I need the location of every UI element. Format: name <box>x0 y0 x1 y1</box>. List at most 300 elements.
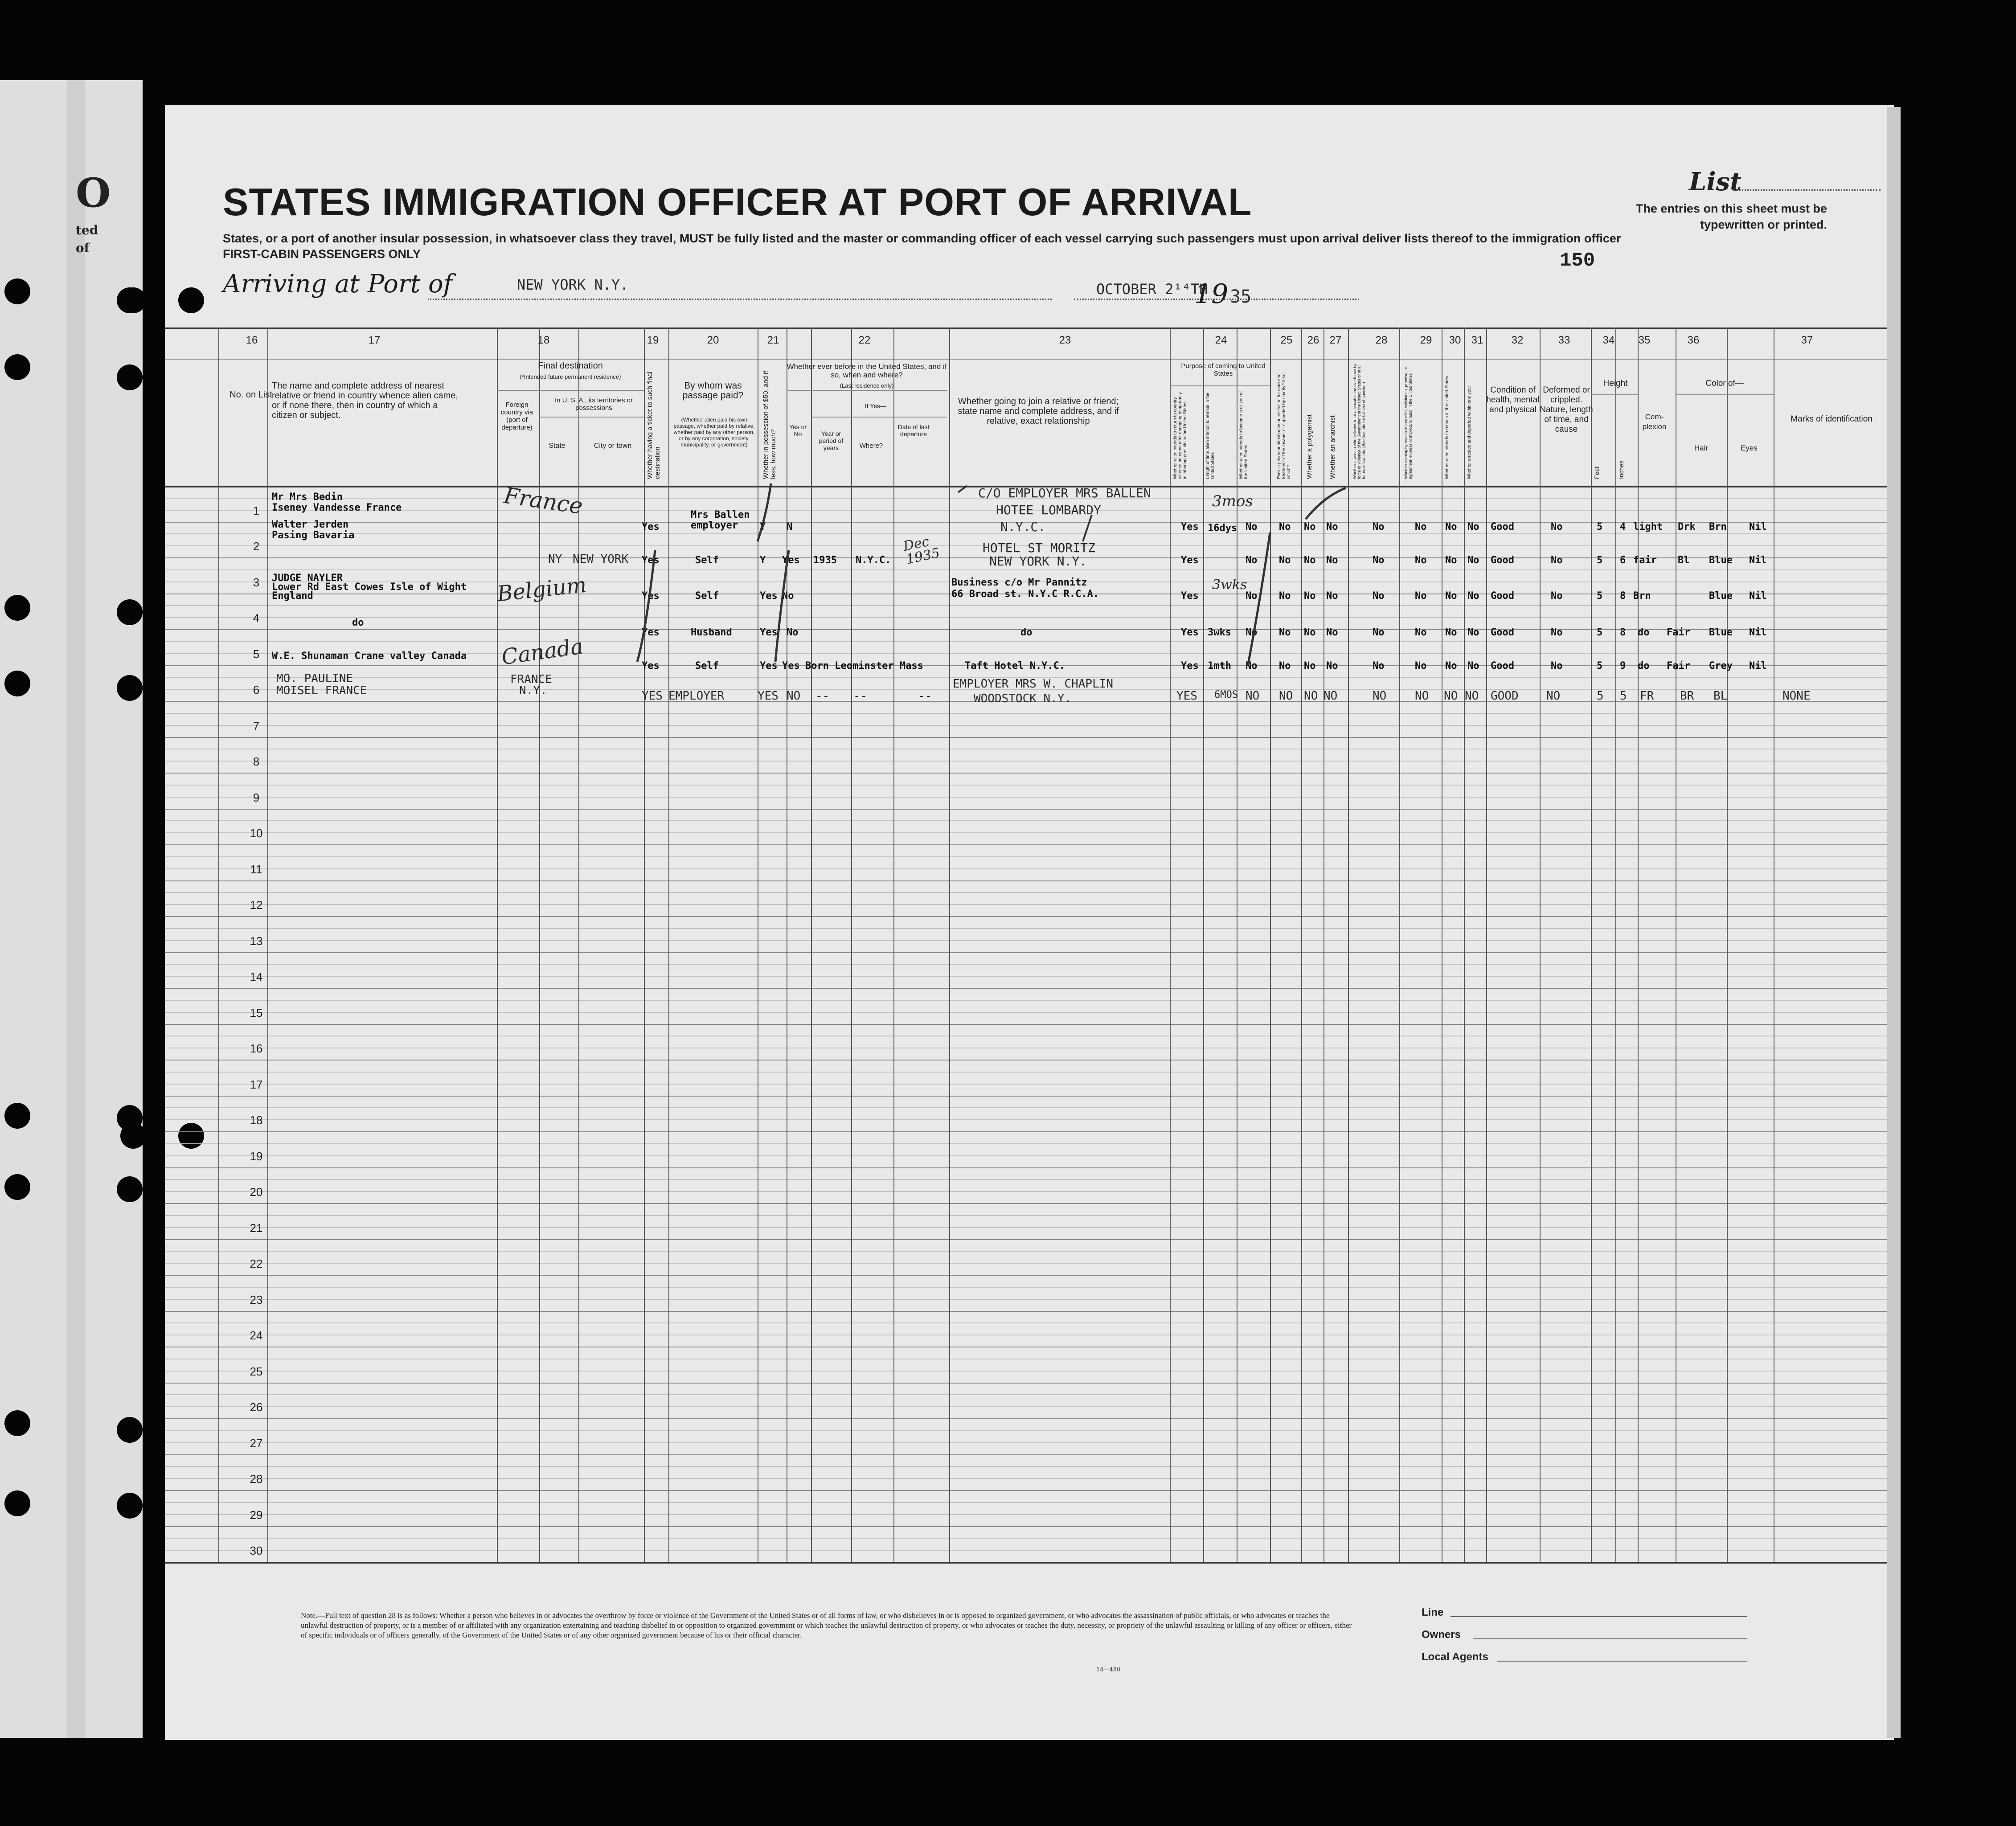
col-num-29: 29 <box>1420 334 1432 346</box>
row1-foreign-country: France <box>502 482 585 520</box>
header-no-on-list: No. on List <box>229 390 272 400</box>
header-ever-before-note: (Last residence only) <box>840 382 894 389</box>
row5-possession: Yes <box>760 660 778 671</box>
row6-where: -- <box>853 689 868 703</box>
row5-passage: Self <box>695 660 719 671</box>
row-number: 9 <box>253 790 260 804</box>
punch-hole <box>117 1417 143 1443</box>
row-number: 4 <box>253 611 260 625</box>
row-subrule <box>165 1322 1894 1323</box>
header-purpose-a: Whether alien intends to return to country whence he came after engaging temporarily in laboring pursuits in the United States <box>1173 392 1188 479</box>
header-marks: Marks of identification <box>1791 414 1873 424</box>
col-num-27: 27 <box>1329 334 1342 346</box>
form-number: 14—480 <box>1096 1666 1121 1673</box>
row4-passage: Husband <box>691 627 732 638</box>
header-in-usa: In U. S. A., its territories or possessions <box>554 397 633 412</box>
row3-relative-line3: England <box>272 590 313 602</box>
row6-purpose-c: NO <box>1246 689 1260 703</box>
header-polygamist: Whether a polygamist <box>1306 414 1313 479</box>
row-subrule <box>165 856 1894 857</box>
row-rule <box>165 1275 1894 1276</box>
row6-year: -- <box>815 689 830 703</box>
row3-ticket: Yes <box>642 590 660 602</box>
row-number: 28 <box>250 1472 263 1486</box>
punch-hole <box>4 1410 30 1436</box>
row-subrule <box>165 1287 1894 1288</box>
row-number: 30 <box>250 1544 263 1557</box>
row3-relative-line2: Lower Rd East Cowes Isle of Wight <box>272 581 467 593</box>
row2-departure: Dec 1935 <box>901 533 942 568</box>
col-num-26: 26 <box>1307 334 1319 346</box>
row1-marks: Nil <box>1749 521 1767 532</box>
header-q29: Whether coming by reason of any offer, solicitation, promise, or agreement, express or implied, to labor in the United States <box>1404 367 1413 479</box>
row5-health: Good <box>1491 660 1514 671</box>
row2-q28: No <box>1373 555 1385 566</box>
row-subrule <box>165 1430 1894 1431</box>
row6-possession: YES <box>758 689 779 703</box>
row-number: 29 <box>250 1508 263 1522</box>
row2-relative-line2: Pasing Bavaria <box>272 530 355 541</box>
row-subrule <box>165 1119 1894 1120</box>
row-number: 24 <box>250 1329 263 1342</box>
row1-purpose-c: No <box>1246 521 1258 532</box>
row1-eyes: Brn <box>1709 521 1727 532</box>
row-rule <box>165 880 1894 881</box>
row1-deformed: No <box>1551 521 1563 532</box>
header-inches: Inches <box>1618 460 1625 479</box>
row3-health: Good <box>1491 590 1514 602</box>
row-rule <box>165 809 1894 810</box>
row3-q29: No <box>1415 590 1427 602</box>
row6-purpose-b: 6MOS <box>1214 689 1238 700</box>
row5-year: Born Leominster Mass <box>805 660 923 671</box>
check-mark <box>637 550 655 662</box>
row2-year: 1935 <box>813 555 837 566</box>
header-year-period: Year or period of years <box>819 430 844 451</box>
row5-foreign-country: Canada <box>500 634 585 670</box>
row6-state: N.Y. <box>519 684 547 697</box>
row-subrule <box>165 868 1894 869</box>
header-ticket: Whether having a ticket to such final destination <box>646 372 661 479</box>
header-condition: Condition of health, mental and physical <box>1486 385 1540 414</box>
col-num-37: 37 <box>1801 334 1813 346</box>
punch-hole <box>117 364 143 390</box>
row1-joining-line1: C/O EMPLOYER MRS BALLEN <box>978 486 1151 500</box>
row6-purpose-a: YES <box>1176 689 1197 703</box>
row4-joining: do <box>1020 627 1033 638</box>
row4-q28: No <box>1373 627 1385 638</box>
page-right-edge <box>1887 107 1901 1738</box>
row-subrule <box>165 1084 1894 1085</box>
row1-inches: 4 <box>1620 521 1626 532</box>
row5-q28: No <box>1373 660 1385 671</box>
row-subrule <box>165 940 1894 941</box>
row-rule <box>165 1383 1894 1384</box>
row-subrule <box>165 1502 1894 1503</box>
row-number: 22 <box>250 1257 263 1270</box>
row3-inches: 8 <box>1620 590 1626 602</box>
header-purpose-b: Length of time alien intends to remain in the United States <box>1205 392 1215 479</box>
row-subrule <box>165 904 1894 905</box>
row6-ever: NO <box>787 689 801 703</box>
row1-anarchist: No <box>1326 521 1338 532</box>
check-mark <box>1248 532 1270 666</box>
row3-prison: No <box>1279 590 1291 602</box>
row2-eyes: Blue <box>1709 555 1733 566</box>
row4-ticket: Yes <box>642 627 660 638</box>
row1-passage-line1: Mrs Ballen <box>691 509 750 520</box>
row6-relative-line2: MOISEL FRANCE <box>276 684 367 697</box>
row5-purpose-b: 1mth <box>1208 660 1231 671</box>
row2-purpose-c: No <box>1246 555 1258 566</box>
row2-passage: Self <box>695 555 719 566</box>
col-num-30: 30 <box>1449 334 1461 346</box>
row6-prison: NO <box>1279 689 1293 703</box>
left-fragment-line-2: of <box>76 241 90 255</box>
row6-q31: NO <box>1465 689 1479 703</box>
row1-feet: 5 <box>1597 521 1603 532</box>
row3-deformed: No <box>1551 590 1563 602</box>
row-rule <box>165 1131 1894 1132</box>
row2-deformed: No <box>1551 555 1563 566</box>
check-mark <box>958 486 967 492</box>
row-rule <box>165 952 1894 953</box>
row4-q31: No <box>1467 627 1479 638</box>
row-rule <box>165 1311 1894 1312</box>
col-num-35: 35 <box>1638 334 1651 346</box>
row2-health: Good <box>1491 555 1514 566</box>
row2-state: NY <box>548 553 562 566</box>
row1-polygamist: No <box>1304 521 1316 532</box>
row-subrule <box>165 1227 1894 1228</box>
row5-inches: 9 <box>1620 660 1626 671</box>
header-q28: Whether a person who believes in or advocates the overthrow by force or violence of the Government of the United States or of all forms of law, etc. (See footnote for full text of question) <box>1352 364 1366 479</box>
header-foreign-country: Foreign country via (port of departure) <box>500 401 533 431</box>
row3-purpose-c: No <box>1246 590 1258 602</box>
punch-hole <box>120 1123 146 1149</box>
row2-prison: No <box>1279 555 1291 566</box>
row3-relative-line1: JUDGE NAYLER <box>272 573 343 584</box>
punch-hole <box>117 1493 143 1519</box>
row1-passage-line2: employer <box>691 520 738 531</box>
row4-hair: Fair <box>1667 627 1690 638</box>
row2-purpose-b: 16dys <box>1208 523 1237 534</box>
row-number: 2 <box>253 540 260 553</box>
year-suffix: 35 <box>1230 287 1252 307</box>
row4-marks: Nil <box>1749 627 1767 638</box>
row3-complexion: Brn <box>1633 590 1651 602</box>
row-subrule <box>165 761 1894 762</box>
header-height: Height <box>1603 379 1628 388</box>
row5-complexion: do <box>1638 660 1650 671</box>
row1-ticket: Yes <box>642 521 660 532</box>
row-subrule <box>165 1371 1894 1372</box>
col-num-22: 22 <box>858 334 871 346</box>
port-value: NEW YORK N.Y. <box>517 276 629 293</box>
row3-q30: No <box>1445 590 1457 602</box>
col-num-17: 17 <box>368 334 381 346</box>
row-number: 25 <box>250 1364 263 1378</box>
row-rule <box>165 988 1894 989</box>
col-num-32: 32 <box>1511 334 1524 346</box>
row-subrule <box>165 1191 1894 1192</box>
row4-relative: do <box>352 617 364 628</box>
header-q30: Whether alien intends to remain in the United States <box>1445 376 1450 479</box>
entries-note: The entries on this sheet must be typewritten or printed. <box>1635 202 1827 231</box>
row-number: 17 <box>250 1077 263 1091</box>
row5-joining: Taft Hotel N.Y.C. <box>965 660 1065 671</box>
row-rule <box>165 1418 1894 1419</box>
page-title: STATES IMMIGRATION OFFICER AT PORT OF ARRIVAL <box>223 181 1252 224</box>
row4-feet: 5 <box>1597 627 1603 638</box>
row6-complexion: FR <box>1640 689 1654 703</box>
row-subrule <box>165 1155 1894 1156</box>
row4-purpose-b: 3wks <box>1208 627 1231 638</box>
arriving-label: Arriving at Port of <box>223 270 453 299</box>
row-number: 8 <box>253 755 260 768</box>
row-number: 6 <box>253 683 260 696</box>
row5-q29: No <box>1415 660 1427 671</box>
row6-feet: 5 <box>1597 689 1604 703</box>
row3-q31: No <box>1467 590 1479 602</box>
row3-possession: Yes <box>760 590 778 602</box>
row2-where: N.Y.C. <box>856 555 891 566</box>
row6-departure: -- <box>918 689 932 703</box>
row-subrule <box>165 1538 1894 1539</box>
row-subrule <box>165 785 1894 786</box>
row2-relative-line1: Walter Jerden <box>272 519 349 530</box>
row1-q31: No <box>1467 521 1479 532</box>
row-subrule <box>165 1000 1894 1001</box>
left-fragment-line-1: ted <box>76 223 98 237</box>
row6-health: GOOD <box>1491 689 1519 703</box>
row3-q28: No <box>1373 590 1385 602</box>
col-num-24: 24 <box>1215 334 1227 346</box>
col-num-25: 25 <box>1280 334 1293 346</box>
row5-hair: Fair <box>1667 660 1690 671</box>
row-subrule <box>165 1550 1894 1551</box>
punch-hole <box>4 354 30 380</box>
passenger-class: FIRST-CABIN PASSENGERS ONLY <box>223 247 421 261</box>
list-label: List <box>1689 167 1742 197</box>
row5-marks: Nil <box>1749 660 1767 671</box>
row-number: 14 <box>250 970 263 983</box>
row-subrule <box>165 976 1894 977</box>
row5-eyes: Grey <box>1709 660 1733 671</box>
row-subrule <box>165 797 1894 798</box>
row-subrule <box>165 928 1894 929</box>
header-anarchist: Whether an anarchist <box>1329 415 1336 479</box>
row2-inches: 6 <box>1620 555 1626 566</box>
row-subrule <box>165 820 1894 821</box>
row6-joining-line2: WOODSTOCK N.Y. <box>974 692 1072 705</box>
row-number: 21 <box>250 1221 263 1235</box>
row4-prison: No <box>1279 627 1291 638</box>
row5-anarchist: No <box>1326 660 1338 671</box>
row-number: 7 <box>253 719 260 733</box>
header-final-destination: Final destination <box>538 361 603 371</box>
row5-prison: No <box>1279 660 1291 671</box>
header-complexion: Com- plexion <box>1642 413 1667 431</box>
row1-purpose-b: 3mos <box>1212 492 1253 510</box>
binding-edge <box>67 80 85 1738</box>
header-final-destination-note: (*Intended future permanent residence) <box>520 373 621 380</box>
row-number: 5 <box>253 647 260 661</box>
row3-eyes: Nil <box>1749 590 1767 602</box>
row-number: 20 <box>250 1185 263 1199</box>
header-joining: Whether going to join a relative or friend; state name and complete address, and if relative, exact relationship <box>958 397 1119 426</box>
row-number: 16 <box>250 1042 263 1055</box>
row3-purpose-b: 3wks <box>1212 577 1247 593</box>
row4-health: Good <box>1491 627 1514 638</box>
row-subrule <box>165 1215 1894 1216</box>
row2-ever: Yes <box>782 555 800 566</box>
col-num-28: 28 <box>1375 334 1388 346</box>
row-rule <box>165 1203 1894 1204</box>
row6-q30: NO <box>1444 689 1458 703</box>
row4-q30: No <box>1445 627 1457 638</box>
row3-feet: 5 <box>1597 590 1603 602</box>
row6-passage: EMPLOYER <box>668 689 725 703</box>
header-where: Where? <box>859 442 883 450</box>
row6-marks: NONE <box>1782 689 1811 703</box>
row1-complexion: light <box>1633 521 1663 532</box>
check-mark <box>775 550 789 662</box>
row3-polygamist: No <box>1304 590 1316 602</box>
row-number: 3 <box>253 575 260 589</box>
row1-joining-line3: N.Y.C. <box>1000 520 1046 534</box>
row1-hair: Drk <box>1678 521 1696 532</box>
row2-q30: No <box>1445 555 1457 566</box>
header-possession-50: Whether in possession of $50, and if less, how much? <box>762 371 777 479</box>
row6-eyes: BL <box>1713 689 1728 703</box>
row-number: 1 <box>253 504 260 517</box>
row1-q29: No <box>1415 521 1427 532</box>
row2-joining-line2: NEW YORK N.Y. <box>989 554 1087 569</box>
row6-q29: NO <box>1415 689 1429 703</box>
row-subrule <box>165 1299 1894 1300</box>
handwritten-check-marks <box>165 105 1894 729</box>
row4-inches: 8 <box>1620 627 1626 638</box>
row-subrule <box>165 1478 1894 1479</box>
row-rule <box>165 1526 1894 1527</box>
header-instructions: States, or a port of another insular possession, in whatsoever class they travel, MUST be fully listed and the master or commanding officer of each vessel carrying such passengers must upon arrival deliver lists thereof to the immigration officer <box>223 232 1621 245</box>
row-subrule <box>165 1251 1894 1252</box>
row3-hair: Blue <box>1709 590 1733 602</box>
row1-prison: No <box>1279 521 1291 532</box>
manifest-page <box>165 105 1894 1740</box>
row3-joining-line2: 66 Broad st. N.Y.C R.C.A. <box>951 589 1099 600</box>
row-rule <box>165 844 1894 845</box>
header-prison: Ever in prison or almshouse or institution for care and treatment of the insane, or supported by charity? If so, which? <box>1277 372 1291 479</box>
row2-anarchist: No <box>1326 555 1338 566</box>
row3-foreign-country: Belgium <box>496 572 588 607</box>
punch-hole <box>120 287 146 313</box>
row4-purpose-a: Yes <box>1181 627 1199 638</box>
row1-health: Good <box>1491 521 1514 532</box>
row3-anarchist: No <box>1326 590 1338 602</box>
row3-joining-line1: Business c/o Mr Pannitz <box>951 577 1087 588</box>
row-rule <box>165 1167 1894 1168</box>
col-num-33: 33 <box>1558 334 1570 346</box>
header-yes-no: Yes or No <box>789 423 807 438</box>
year-prefix: 19 <box>1194 278 1229 310</box>
row5-purpose-a: Yes <box>1181 660 1199 671</box>
row6-deformed: NO <box>1546 689 1561 703</box>
row3-purpose-a: Yes <box>1181 590 1199 602</box>
row5-purpose-c: No <box>1246 660 1258 671</box>
row-rule <box>165 916 1894 917</box>
row6-relative-line1: MO. PAULINE <box>276 672 353 685</box>
punch-hole <box>4 1174 30 1200</box>
row-number: 18 <box>250 1114 263 1127</box>
row2-complexion: fair <box>1633 555 1657 566</box>
sheet-number: 150 <box>1560 250 1595 272</box>
header-purpose-c: Whether alien intends to become a citizen of the United States <box>1239 391 1249 479</box>
col-num-36: 36 <box>1687 334 1700 346</box>
footer-agents-field <box>1497 1661 1747 1662</box>
punch-hole <box>117 675 143 701</box>
row4-deformed: No <box>1551 627 1563 638</box>
row4-eyes: Blue <box>1709 627 1733 638</box>
check-mark <box>758 483 771 541</box>
row6-polygamist: NO <box>1304 689 1318 703</box>
header-date-departure: Date of last departure <box>897 423 930 438</box>
header-passage-note: (Whether alien paid his own passage, whether paid by relative, whether paid by any other person, or by any corporation, society, municipality, or government) <box>673 417 755 448</box>
row5-feet: 5 <box>1597 660 1603 671</box>
row-rule <box>165 1239 1894 1240</box>
row-subrule <box>165 1072 1894 1073</box>
left-fragment-letter: O <box>76 169 111 217</box>
row-subrule <box>165 1406 1894 1407</box>
row5-deformed: No <box>1551 660 1563 671</box>
row-subrule <box>165 1514 1894 1515</box>
row-number: 12 <box>250 898 263 912</box>
row5-q30: No <box>1445 660 1457 671</box>
header-if-yes: If Yes— <box>865 402 887 409</box>
row-subrule <box>165 1442 1894 1443</box>
punch-hole <box>117 599 143 625</box>
row6-joining-line1: EMPLOYER MRS W. CHAPLIN <box>953 677 1114 691</box>
row4-purpose-c: No <box>1246 627 1258 638</box>
row2-marks: Nil <box>1749 555 1767 566</box>
check-mark <box>1306 488 1346 519</box>
row-subrule <box>165 1012 1894 1013</box>
row-number: 13 <box>250 934 263 948</box>
header-passage-paid: By whom was passage paid? <box>682 381 744 401</box>
table-bottom-rule <box>165 1562 1894 1564</box>
row-number: 27 <box>250 1436 263 1450</box>
punch-hole <box>4 671 30 696</box>
punch-hole <box>4 595 30 621</box>
col-num-19: 19 <box>647 334 659 346</box>
row3-ever: No <box>782 590 794 602</box>
row2-hair: Bl <box>1678 555 1690 566</box>
footer-owners-label: Owners <box>1422 1629 1461 1641</box>
row-subrule <box>165 832 1894 833</box>
row-number: 26 <box>250 1400 263 1414</box>
footer-line-label: Line <box>1422 1606 1444 1618</box>
row-rule <box>165 1024 1894 1025</box>
row1-relative-line2: Iseney Vandesse France <box>272 502 402 513</box>
col-num-31: 31 <box>1471 334 1483 346</box>
col-num-18: 18 <box>537 334 550 346</box>
row1-q28: No <box>1373 521 1385 532</box>
check-mark <box>1083 515 1092 541</box>
row2-feet: 5 <box>1597 555 1603 566</box>
col-num-16: 16 <box>246 334 258 346</box>
row1-relative-line1: Mr Mrs Bedin <box>272 491 343 503</box>
